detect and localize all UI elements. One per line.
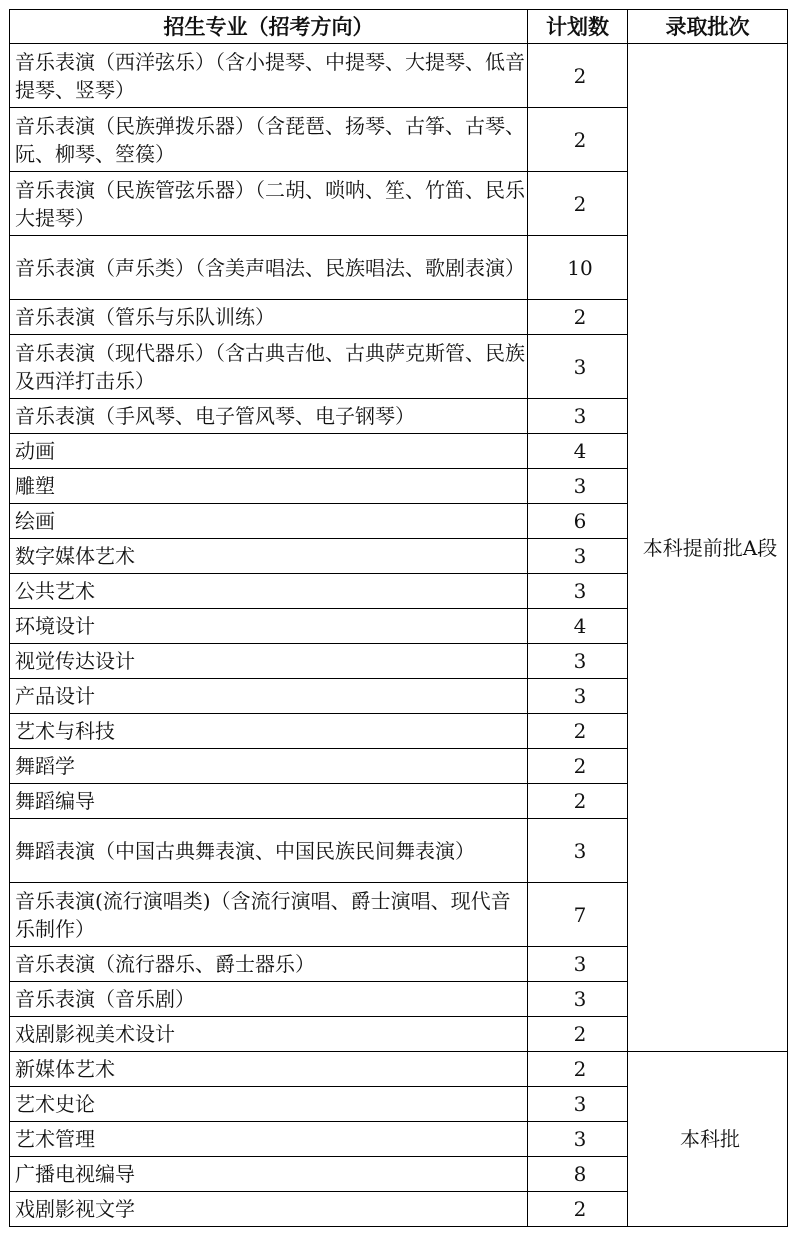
plan-cell: 3 bbox=[528, 539, 628, 574]
batch-cell-early: 本科提前批A段 bbox=[628, 44, 788, 1052]
plan-cell: 2 bbox=[528, 1192, 628, 1227]
plan-cell: 2 bbox=[528, 108, 628, 172]
header-plan: 计划数 bbox=[528, 10, 628, 44]
major-cell: 舞蹈学 bbox=[10, 749, 528, 784]
major-cell: 音乐表演（民族弹拨乐器）（含琵琶、扬琴、古筝、古琴、阮、柳琴、箜篌） bbox=[10, 108, 528, 172]
plan-cell: 2 bbox=[528, 44, 628, 108]
batch-cell-regular: 本科批 bbox=[628, 1052, 788, 1227]
major-cell: 舞蹈编导 bbox=[10, 784, 528, 819]
plan-cell: 3 bbox=[528, 947, 628, 982]
plan-cell: 2 bbox=[528, 300, 628, 335]
table-row bbox=[10, 1052, 788, 1087]
major-cell: 艺术管理 bbox=[10, 1122, 528, 1157]
major-cell: 音乐表演（声乐类）（含美声唱法、民族唱法、歌剧表演） bbox=[10, 236, 528, 300]
plan-cell: 4 bbox=[528, 434, 628, 469]
header-major: 招生专业（招考方向） bbox=[10, 10, 528, 44]
plan-cell: 3 bbox=[528, 1087, 628, 1122]
major-cell: 艺术与科技 bbox=[10, 714, 528, 749]
plan-cell: 3 bbox=[528, 469, 628, 504]
major-cell: 音乐表演（现代器乐）（含古典吉他、古典萨克斯管、民族及西洋打击乐） bbox=[10, 335, 528, 399]
major-cell: 音乐表演（管乐与乐队训练） bbox=[10, 300, 528, 335]
plan-cell: 2 bbox=[528, 784, 628, 819]
major-cell: 音乐表演（音乐剧） bbox=[10, 982, 528, 1017]
major-cell: 公共艺术 bbox=[10, 574, 528, 609]
plan-cell: 3 bbox=[528, 1122, 628, 1157]
table-row bbox=[10, 44, 788, 108]
major-cell: 音乐表演（西洋弦乐）（含小提琴、中提琴、大提琴、低音提琴、竖琴） bbox=[10, 44, 528, 108]
header-batch: 录取批次 bbox=[628, 10, 788, 44]
major-cell: 雕塑 bbox=[10, 469, 528, 504]
major-cell: 数字媒体艺术 bbox=[10, 539, 528, 574]
plan-cell: 10 bbox=[528, 236, 628, 300]
major-cell: 新媒体艺术 bbox=[10, 1052, 528, 1087]
plan-cell: 6 bbox=[528, 504, 628, 539]
plan-cell: 2 bbox=[528, 749, 628, 784]
plan-cell: 4 bbox=[528, 609, 628, 644]
plan-cell: 3 bbox=[528, 982, 628, 1017]
major-cell: 音乐表演(流行演唱类)（含流行演唱、爵士演唱、现代音乐制作） bbox=[10, 883, 528, 947]
plan-cell: 7 bbox=[528, 883, 628, 947]
plan-cell: 2 bbox=[528, 1017, 628, 1052]
plan-cell: 3 bbox=[528, 335, 628, 399]
plan-cell: 3 bbox=[528, 574, 628, 609]
major-cell: 舞蹈表演（中国古典舞表演、中国民族民间舞表演） bbox=[10, 819, 528, 883]
major-cell: 艺术史论 bbox=[10, 1087, 528, 1122]
major-cell: 广播电视编导 bbox=[10, 1157, 528, 1192]
header-row bbox=[10, 10, 788, 44]
plan-cell: 2 bbox=[528, 172, 628, 236]
major-cell: 绘画 bbox=[10, 504, 528, 539]
major-cell: 环境设计 bbox=[10, 609, 528, 644]
plan-cell: 3 bbox=[528, 819, 628, 883]
major-cell: 动画 bbox=[10, 434, 528, 469]
major-cell: 视觉传达设计 bbox=[10, 644, 528, 679]
plan-cell: 3 bbox=[528, 644, 628, 679]
major-cell: 戏剧影视美术设计 bbox=[10, 1017, 528, 1052]
plan-cell: 3 bbox=[528, 399, 628, 434]
plan-cell: 2 bbox=[528, 714, 628, 749]
admission-plan-table bbox=[9, 9, 788, 1227]
plan-cell: 3 bbox=[528, 679, 628, 714]
major-cell: 产品设计 bbox=[10, 679, 528, 714]
major-cell: 音乐表演（民族管弦乐器）（二胡、唢呐、笙、竹笛、民乐大提琴） bbox=[10, 172, 528, 236]
plan-cell: 2 bbox=[528, 1052, 628, 1087]
major-cell: 戏剧影视文学 bbox=[10, 1192, 528, 1227]
major-cell: 音乐表演（流行器乐、爵士器乐） bbox=[10, 947, 528, 982]
major-cell: 音乐表演（手风琴、电子管风琴、电子钢琴） bbox=[10, 399, 528, 434]
plan-cell: 8 bbox=[528, 1157, 628, 1192]
